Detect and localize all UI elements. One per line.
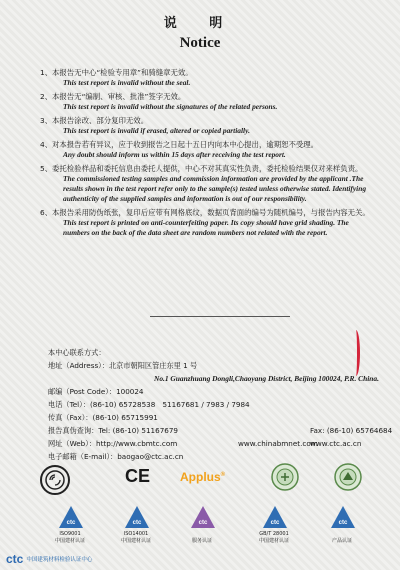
- fax-row: [48, 411, 378, 424]
- query-fax: Fax: (86-10) 65764684: [310, 426, 393, 435]
- cert-label: 中国建材认证: [258, 538, 289, 544]
- applus-logo-icon: Applus®: [180, 470, 226, 484]
- address-cn: 北京市朝阳区管庄东里 1 号: [108, 361, 198, 370]
- web-link-1[interactable]: http://www.cbmtc.com: [96, 439, 178, 448]
- notice-text-en: This test report is invalid without the seal.: [63, 78, 191, 87]
- ctc-iso14001-icon: [120, 505, 151, 544]
- cert-label: 中国建材认证: [120, 538, 151, 544]
- notice-item-6: [40, 208, 370, 238]
- tel-label: 电话（Tel）：: [48, 400, 90, 409]
- cert-label: 服务认证: [191, 538, 212, 544]
- notice-text-cn: 本报告涂改、部分复印无效。: [52, 116, 149, 125]
- svg-text:ctc: ctc: [198, 520, 208, 526]
- separator-line: [150, 316, 290, 317]
- certification-logos-bottom: [40, 505, 370, 543]
- notice-text-en: This test report is printed on anti-counterfeiting paper. Its copy should have grid shading. The numbers on the back of the data sheet are random numbers not related with the report.: [63, 218, 349, 237]
- query-label: 报告真伪查询：: [48, 426, 99, 435]
- notice-item-5: [40, 164, 370, 204]
- svg-text:ctc: ctc: [270, 520, 280, 526]
- contact-block: [48, 346, 393, 463]
- svg-text:ctc: ctc: [132, 520, 142, 526]
- notice-text-en: The commissioned testing samples and commission information are provided by the applicant .The results shown in the test report refer only to the sample(s) tested unless otherwise stated. Identifying authenticity of the supplied samples and information is out of our responsibility.: [63, 174, 367, 203]
- web-label: 网址（Web）：: [48, 439, 97, 448]
- notice-item-3: [40, 116, 370, 136]
- footer-org-name: 中国建筑材料检验认证中心: [26, 557, 93, 563]
- cert-code: ISO14001: [123, 531, 149, 537]
- cert-label: 产品认证: [331, 538, 352, 544]
- page-title-en: Notice: [179, 35, 221, 51]
- postcode-value: 100024: [116, 387, 144, 396]
- footer: [6, 552, 92, 566]
- fax-value: (86-10) 65715991: [92, 413, 158, 422]
- tel-value: (86-10) 65728538 51167681 / 7983 / 7984: [89, 400, 250, 409]
- notice-number: 5、: [40, 164, 53, 173]
- ccc-logo-icon: [40, 465, 70, 495]
- cert-code: ISO9001: [59, 531, 81, 537]
- notice-text-en: Any doubt should inform us within 15 days after receiving the test report.: [63, 150, 286, 159]
- web-link-3[interactable]: www.ctc.ac.cn: [310, 439, 362, 448]
- notice-number: 1、: [40, 68, 53, 77]
- postcode-row: [48, 385, 378, 398]
- ctc-gbt28001-icon: [258, 505, 289, 544]
- ilac-medal-icon: [333, 462, 363, 496]
- query-tel: Tel: (86-10) 51167679: [98, 426, 178, 435]
- ctc-brand-logo: ctc: [6, 552, 24, 566]
- notice-text-en: This test report is invalid if erased, altered or copied partially.: [63, 126, 250, 135]
- notice-number: 6、: [40, 208, 53, 217]
- ctc-iso9001-icon: [54, 505, 85, 544]
- page-title-cn: 说 明: [163, 16, 237, 31]
- postcode-label: 邮编（Post Code）：: [48, 387, 117, 396]
- fax-label: 传真（Fax）：: [48, 413, 93, 422]
- notice-text-cn: 对本报告若有异议，应于收到报告之日起十五日内向本中心提出，逾期恕不受理。: [52, 140, 319, 149]
- notice-text-cn: 本报告无中心“检验专用章”和骑缝章无效。: [52, 68, 193, 77]
- tel-row: [48, 398, 378, 411]
- notice-number: 3、: [40, 116, 53, 125]
- applus-text: Applus: [180, 470, 221, 484]
- notice-item-1: [40, 68, 370, 88]
- cert-label: 中国建材认证: [54, 538, 85, 544]
- ctc-service-icon: [190, 505, 216, 544]
- certification-logos-top: [40, 460, 370, 500]
- address-en: No.1 Guanzhuang Dongli,Chaoyang District, Beijing 100024, P.R. China.: [154, 374, 379, 383]
- notice-number: 4、: [40, 140, 53, 149]
- notice-text-cn: 委托检验样品和委托信息由委托人提供，中心不对其真实性负责，委托检验结果仅对来样负责。: [52, 164, 363, 173]
- svg-text:ctc: ctc: [66, 520, 76, 526]
- cert-code: GB/T 28001: [259, 531, 289, 537]
- cnas-medal-icon: [270, 462, 300, 496]
- contact-heading: 本中心联系方式：: [48, 348, 106, 357]
- email-label: 电子邮箱（E-mail）：: [48, 452, 118, 461]
- notice-text-en: This test report is invalid without the signatures of the related persons.: [63, 102, 278, 111]
- notice-number: 2、: [40, 92, 53, 101]
- ctc-product-icon: [330, 505, 356, 544]
- notice-item-2: [40, 92, 370, 112]
- email-link[interactable]: baogao@ctc.ac.cn: [117, 452, 184, 461]
- web-link-2[interactable]: www.chinabmnet.com: [238, 439, 318, 448]
- svg-text:ctc: ctc: [338, 520, 348, 526]
- address-label: 地址（Address）：: [48, 361, 109, 370]
- web-row: [48, 437, 378, 450]
- notice-list: [40, 68, 370, 242]
- query-row: [48, 424, 393, 437]
- notice-text-cn: 本报告采用防伪纸张，复印后应带有网格底纹，数据页背面的编号为随机编号，与报告内容无关。: [52, 208, 370, 217]
- address-row: [48, 359, 378, 372]
- notice-item-4: [40, 140, 370, 160]
- ce-mark-icon: CE: [125, 466, 151, 486]
- notice-text-cn: 本报告无“编制、审核、批准”签字无效。: [52, 92, 186, 101]
